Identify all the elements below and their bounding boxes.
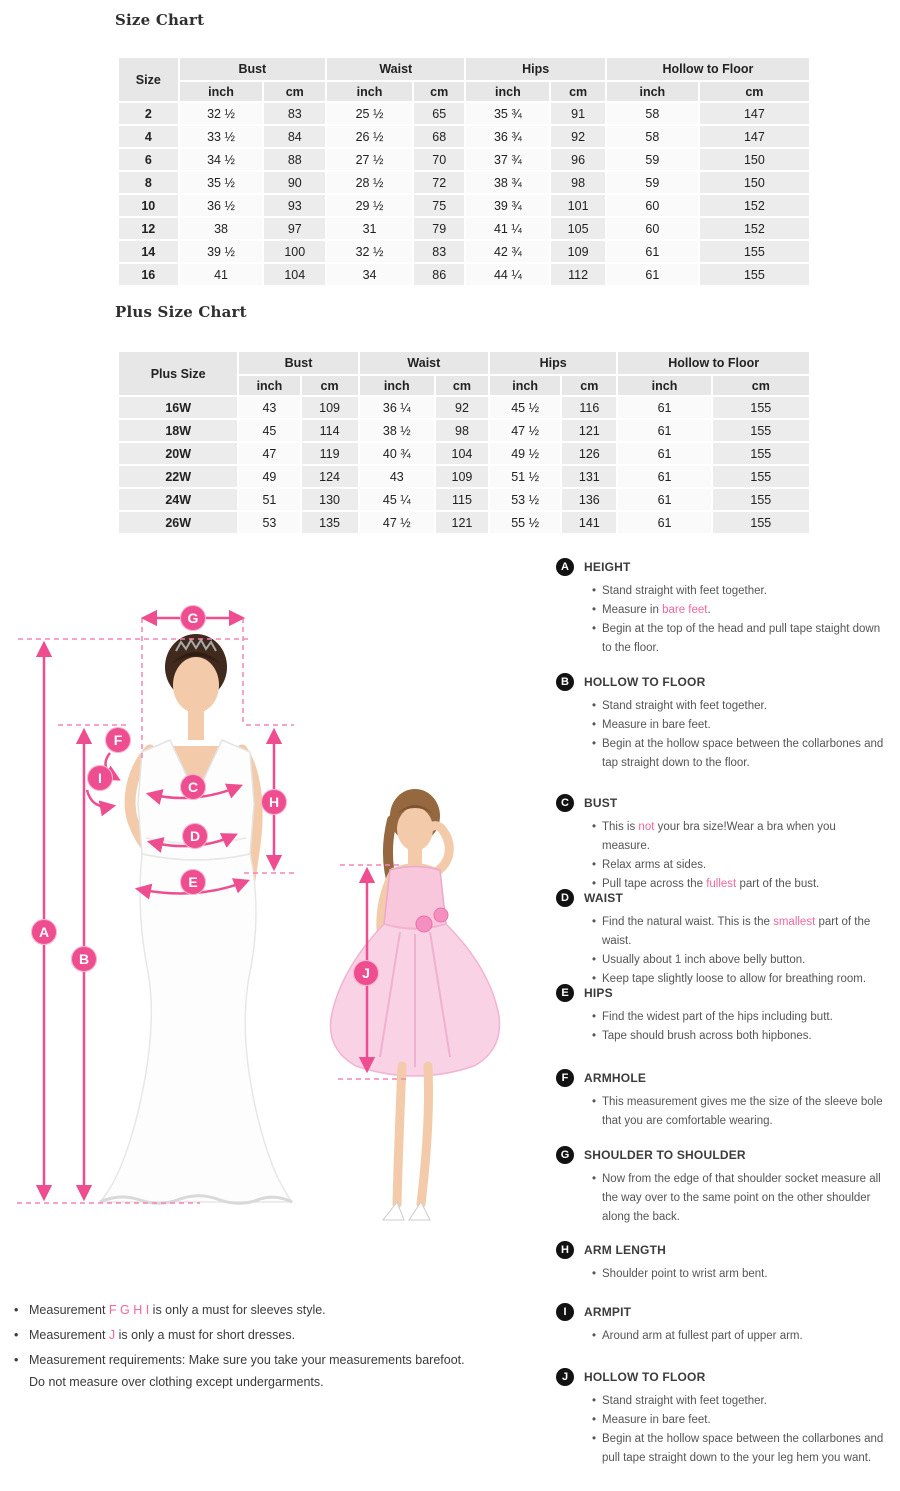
figure-marker-C: C bbox=[180, 774, 206, 800]
value-cell: 152 bbox=[700, 195, 809, 216]
bullet-text: your bra size!Wear a bra when you measure. bbox=[602, 821, 836, 852]
value-cell: 115 bbox=[436, 489, 488, 510]
value-cell: 44 ¼ bbox=[466, 264, 549, 285]
figure-marker-E: E bbox=[180, 869, 206, 895]
note-text: is only a must for sleeves style. bbox=[149, 1303, 326, 1317]
value-cell: 152 bbox=[700, 218, 809, 239]
guide-letter-badge: B bbox=[556, 673, 574, 691]
value-cell: 98 bbox=[436, 420, 488, 441]
value-cell: 58 bbox=[607, 103, 698, 124]
bullet-dot: • bbox=[592, 585, 597, 597]
size_chart-group-header: Waist bbox=[327, 58, 464, 80]
guide-section-C bbox=[556, 794, 886, 894]
measuring-guide bbox=[556, 0, 886, 1491]
guide-section-title: HEIGHT bbox=[584, 560, 631, 574]
value-cell: 32 ½ bbox=[180, 103, 263, 124]
guide-bullet bbox=[592, 582, 886, 601]
guide-section-title: ARMPIT bbox=[584, 1305, 632, 1319]
value-cell: 36 ¾ bbox=[466, 126, 549, 147]
guide-bullet bbox=[592, 1265, 886, 1284]
plus_size_chart-group-header: Waist bbox=[360, 352, 488, 374]
value-cell: 155 bbox=[713, 443, 809, 464]
bullet-text: Find the natural waist. This is the bbox=[602, 916, 774, 928]
measurement-diagram bbox=[0, 552, 555, 1292]
value-cell: 93 bbox=[264, 195, 325, 216]
plus_size_chart-group-header: Bust bbox=[239, 352, 357, 374]
value-cell: 59 bbox=[607, 172, 698, 193]
bullet-dot: • bbox=[592, 737, 597, 750]
value-cell: 60 bbox=[607, 195, 698, 216]
value-cell: 155 bbox=[713, 512, 809, 533]
value-cell: 51 bbox=[239, 489, 299, 510]
note-item bbox=[14, 1350, 466, 1394]
guide-bullet bbox=[592, 716, 886, 735]
figure-marker-H: H bbox=[261, 789, 287, 815]
bullet-text: Relax arms at sides. bbox=[602, 858, 707, 871]
bullet-text: Shoulder point to wrist arm bent. bbox=[602, 1268, 768, 1280]
guide-section-E bbox=[556, 984, 886, 1046]
guide-letter-badge: D bbox=[556, 889, 574, 907]
value-cell: 79 bbox=[414, 218, 465, 239]
value-cell: 29 ½ bbox=[327, 195, 412, 216]
guide-bullet bbox=[592, 1008, 886, 1027]
bullet-text: part of the waist. bbox=[602, 916, 871, 947]
value-cell: 105 bbox=[551, 218, 605, 239]
guide-section-title: SHOULDER TO SHOULDER bbox=[584, 1148, 746, 1162]
value-cell: 75 bbox=[414, 195, 465, 216]
model-photo-short-dress bbox=[331, 789, 500, 1220]
highlighted-text: bare feet bbox=[662, 603, 708, 616]
bullet-dot: • bbox=[592, 858, 597, 871]
size_chart-group-header: Hips bbox=[466, 58, 604, 80]
value-cell: 37 ¾ bbox=[466, 149, 549, 170]
value-cell: 96 bbox=[551, 149, 605, 170]
value-cell: 92 bbox=[551, 126, 605, 147]
value-cell: 109 bbox=[302, 397, 358, 418]
size-cell: 10 bbox=[119, 195, 178, 216]
size-cell: 16W bbox=[119, 397, 237, 418]
guide-bullet bbox=[592, 1392, 886, 1411]
armpit-arrow-I bbox=[87, 790, 113, 807]
value-cell: 36 ¼ bbox=[360, 397, 434, 418]
bullet-text: This measurement gives me the size of the sleeve bole that you are comfortable wearing. bbox=[602, 1096, 883, 1127]
bullet-text: Tape should brush across both hipbones. bbox=[602, 1029, 812, 1042]
bullet-text: Find the widest part of the hips including butt. bbox=[602, 1011, 833, 1023]
bullet-text: Measure in bare feet. bbox=[602, 1413, 711, 1426]
bullet-dot: • bbox=[592, 1011, 597, 1023]
value-cell: 39 ½ bbox=[180, 241, 263, 262]
guide-bullet bbox=[592, 818, 886, 856]
value-cell: 155 bbox=[700, 241, 809, 262]
size-cell: 12 bbox=[119, 218, 178, 239]
guide-letter-badge: H bbox=[556, 1241, 574, 1259]
value-cell: 88 bbox=[264, 149, 325, 170]
note-item bbox=[14, 1325, 466, 1347]
highlighted-text: smallest bbox=[773, 916, 816, 928]
guide-bullet bbox=[592, 601, 886, 620]
bullet-dot: • bbox=[592, 1432, 597, 1445]
guide-section-H bbox=[556, 1241, 886, 1284]
bullet-dot: • bbox=[14, 1352, 19, 1367]
value-cell: 42 ¾ bbox=[466, 241, 549, 262]
guide-section-title: ARMHOLE bbox=[584, 1071, 647, 1085]
guide-bullet bbox=[592, 1430, 886, 1468]
plus_size_chart-group-header: Hollow to Floor bbox=[618, 352, 809, 374]
value-cell: 109 bbox=[436, 466, 488, 487]
value-cell: 32 ½ bbox=[327, 241, 412, 262]
value-cell: 97 bbox=[264, 218, 325, 239]
guide-letter-badge: A bbox=[556, 558, 574, 576]
value-cell: 51 ½ bbox=[490, 466, 560, 487]
size-cell: 2 bbox=[119, 103, 178, 124]
value-cell: 135 bbox=[302, 512, 358, 533]
value-cell: 60 bbox=[607, 218, 698, 239]
value-cell: 31 bbox=[327, 218, 412, 239]
guide-bullet bbox=[592, 1170, 886, 1227]
size-cell: 26W bbox=[119, 512, 237, 533]
value-cell: 45 ¼ bbox=[360, 489, 434, 510]
value-cell: 91 bbox=[551, 103, 605, 124]
value-cell: 35 ½ bbox=[180, 172, 263, 193]
bullet-text: This is bbox=[602, 821, 639, 833]
guide-section-title: BUST bbox=[584, 796, 618, 810]
guide-letter-badge: F bbox=[556, 1069, 574, 1087]
plus-size-chart-title: Plus Size Chart bbox=[115, 303, 247, 321]
plus_size_chart-unit-header: inch bbox=[239, 376, 299, 395]
plus_size_chart-unit-header: inch bbox=[618, 376, 710, 395]
value-cell: 141 bbox=[562, 512, 616, 533]
value-cell: 61 bbox=[618, 397, 710, 418]
model-photo-long-dress bbox=[100, 634, 292, 1203]
value-cell: 72 bbox=[414, 172, 465, 193]
value-cell: 98 bbox=[551, 172, 605, 193]
note-text: Measurement requirements: Make sure you take your measurements barefoot. Do not measure over clothing except undergarments. bbox=[29, 1352, 465, 1389]
value-cell: 147 bbox=[700, 103, 809, 124]
bullet-dot: • bbox=[592, 972, 597, 985]
value-cell: 126 bbox=[562, 443, 616, 464]
guide-section-F bbox=[556, 1069, 886, 1131]
bullet-text: Around arm at fullest part of upper arm. bbox=[602, 1330, 803, 1342]
guide-bullet bbox=[592, 1327, 886, 1346]
size_chart-size-column-header: Size bbox=[119, 58, 178, 101]
size-cell: 4 bbox=[119, 126, 178, 147]
bullet-text: Begin at the top of the head and pull tape staight down to the floor. bbox=[602, 622, 881, 654]
value-cell: 61 bbox=[618, 466, 710, 487]
highlighted-text: not bbox=[638, 821, 655, 833]
bullet-dot: • bbox=[592, 718, 597, 731]
value-cell: 121 bbox=[562, 420, 616, 441]
guide-section-G bbox=[556, 1146, 886, 1227]
plus_size_chart-unit-header: cm bbox=[562, 376, 616, 395]
guide-letter-badge: G bbox=[556, 1146, 574, 1164]
size_chart-unit-header: cm bbox=[700, 82, 809, 101]
figure-marker-D: D bbox=[182, 823, 208, 849]
value-cell: 112 bbox=[551, 264, 605, 285]
figure-marker-I: I bbox=[87, 765, 113, 791]
plus_size_chart-unit-header: inch bbox=[360, 376, 434, 395]
value-cell: 131 bbox=[562, 466, 616, 487]
bullet-dot: • bbox=[592, 1029, 597, 1042]
size_chart-group-header: Bust bbox=[180, 58, 325, 80]
plus_size_chart-unit-header: inch bbox=[490, 376, 560, 395]
size-cell: 8 bbox=[119, 172, 178, 193]
value-cell: 43 bbox=[360, 466, 434, 487]
guide-bullet bbox=[592, 1093, 886, 1131]
bullet-dot: • bbox=[592, 953, 597, 966]
value-cell: 34 ½ bbox=[180, 149, 263, 170]
bullet-dot: • bbox=[14, 1303, 19, 1317]
value-cell: 119 bbox=[302, 443, 358, 464]
value-cell: 43 bbox=[239, 397, 299, 418]
value-cell: 58 bbox=[607, 126, 698, 147]
value-cell: 101 bbox=[551, 195, 605, 216]
guide-section-title: WAIST bbox=[584, 891, 623, 905]
size-chart-title: Size Chart bbox=[115, 11, 205, 29]
size_chart-unit-header: cm bbox=[264, 82, 325, 101]
value-cell: 83 bbox=[264, 103, 325, 124]
bullet-text: Begin at the hollow space between the collarbones and tap straight down to the floor. bbox=[602, 737, 884, 769]
value-cell: 83 bbox=[414, 241, 465, 262]
bullet-text: part of the bust. bbox=[736, 877, 820, 890]
bullet-dot: • bbox=[592, 1413, 597, 1426]
value-cell: 33 ½ bbox=[180, 126, 263, 147]
plus_size_chart-unit-header: cm bbox=[302, 376, 358, 395]
guide-letter-badge: C bbox=[556, 794, 574, 812]
value-cell: 47 bbox=[239, 443, 299, 464]
note-text: is only a must for short dresses. bbox=[115, 1327, 296, 1342]
value-cell: 35 ¾ bbox=[466, 103, 549, 124]
value-cell: 116 bbox=[562, 397, 616, 418]
value-cell: 45 ½ bbox=[490, 397, 560, 418]
bullet-dot: • bbox=[592, 821, 597, 833]
value-cell: 136 bbox=[562, 489, 616, 510]
size_chart-unit-header: cm bbox=[414, 82, 465, 101]
figure-marker-G: G bbox=[180, 605, 206, 631]
value-cell: 150 bbox=[700, 149, 809, 170]
value-cell: 114 bbox=[302, 420, 358, 441]
value-cell: 61 bbox=[618, 489, 710, 510]
size-cell: 22W bbox=[119, 466, 237, 487]
bullet-dot: • bbox=[592, 916, 597, 928]
value-cell: 47 ½ bbox=[490, 420, 560, 441]
size-cell: 16 bbox=[119, 264, 178, 285]
bullet-dot: • bbox=[592, 1268, 597, 1280]
value-cell: 61 bbox=[607, 241, 698, 262]
highlighted-text: J bbox=[108, 1327, 116, 1342]
bullet-text: Begin at the hollow space between the collarbones and pull tape straight down to the your leg hem you want. bbox=[602, 1432, 884, 1464]
value-cell: 49 ½ bbox=[490, 443, 560, 464]
guide-bullet bbox=[592, 735, 886, 773]
guide-section-B bbox=[556, 673, 886, 773]
bullet-dot: • bbox=[592, 603, 597, 616]
value-cell: 61 bbox=[607, 264, 698, 285]
guide-bullet bbox=[592, 1027, 886, 1046]
value-cell: 86 bbox=[414, 264, 465, 285]
bullet-text: Stand straight with feet together. bbox=[602, 585, 767, 597]
bullet-dot: • bbox=[592, 1330, 597, 1342]
bullet-dot: • bbox=[592, 877, 597, 890]
value-cell: 34 bbox=[327, 264, 412, 285]
bullet-dot: • bbox=[592, 700, 597, 712]
bullet-text: Now from the edge of that shoulder socket measure all the way over to the same point on the other shoulder along the back. bbox=[602, 1173, 881, 1223]
value-cell: 25 ½ bbox=[327, 103, 412, 124]
bullet-dot: • bbox=[592, 1173, 597, 1185]
bullet-text: Measure in bare feet. bbox=[602, 718, 711, 731]
size-cell: 24W bbox=[119, 489, 237, 510]
value-cell: 155 bbox=[713, 397, 809, 418]
guide-section-A bbox=[556, 558, 886, 658]
value-cell: 27 ½ bbox=[327, 149, 412, 170]
bullet-dot: • bbox=[592, 622, 597, 635]
value-cell: 49 bbox=[239, 466, 299, 487]
value-cell: 100 bbox=[264, 241, 325, 262]
size_chart-unit-header: inch bbox=[466, 82, 549, 101]
guide-section-title: HOLLOW TO FLOOR bbox=[584, 675, 706, 689]
guide-bullet bbox=[592, 913, 886, 951]
measurement-notes bbox=[14, 1300, 466, 1397]
value-cell: 38 ½ bbox=[360, 420, 434, 441]
plus_size_chart-unit-header: cm bbox=[713, 376, 809, 395]
guide-letter-badge: I bbox=[556, 1303, 574, 1321]
guide-section-title: HIPS bbox=[584, 986, 613, 1000]
value-cell: 41 bbox=[180, 264, 263, 285]
plus_size_chart-group-header: Hips bbox=[490, 352, 616, 374]
bullet-dot: • bbox=[14, 1327, 19, 1342]
value-cell: 68 bbox=[414, 126, 465, 147]
bullet-text: Keep tape slightly loose to allow for breathing room. bbox=[602, 972, 867, 985]
figure-marker-B: B bbox=[71, 946, 97, 972]
guide-bullet bbox=[592, 1411, 886, 1430]
value-cell: 28 ½ bbox=[327, 172, 412, 193]
value-cell: 40 ¾ bbox=[360, 443, 434, 464]
guide-letter-badge: E bbox=[556, 984, 574, 1002]
guide-bullet bbox=[592, 951, 886, 970]
value-cell: 147 bbox=[700, 126, 809, 147]
size_chart-unit-header: cm bbox=[551, 82, 605, 101]
bullet-dot: • bbox=[592, 1096, 597, 1108]
figure-marker-A: A bbox=[31, 919, 57, 945]
value-cell: 90 bbox=[264, 172, 325, 193]
value-cell: 155 bbox=[713, 466, 809, 487]
value-cell: 92 bbox=[436, 397, 488, 418]
value-cell: 104 bbox=[436, 443, 488, 464]
bullet-dot: • bbox=[592, 1395, 597, 1407]
value-cell: 104 bbox=[264, 264, 325, 285]
value-cell: 41 ¼ bbox=[466, 218, 549, 239]
value-cell: 26 ½ bbox=[327, 126, 412, 147]
value-cell: 150 bbox=[700, 172, 809, 193]
size-cell: 6 bbox=[119, 149, 178, 170]
value-cell: 155 bbox=[700, 264, 809, 285]
highlighted-text: fullest bbox=[706, 877, 737, 890]
bullet-text: Stand straight with feet together. bbox=[602, 700, 767, 712]
size_chart-unit-header: inch bbox=[327, 82, 412, 101]
value-cell: 61 bbox=[618, 443, 710, 464]
value-cell: 155 bbox=[713, 489, 809, 510]
value-cell: 121 bbox=[436, 512, 488, 533]
value-cell: 84 bbox=[264, 126, 325, 147]
size-cell: 14 bbox=[119, 241, 178, 262]
value-cell: 61 bbox=[618, 420, 710, 441]
value-cell: 45 bbox=[239, 420, 299, 441]
guide-section-D bbox=[556, 889, 886, 989]
measurement-diagram-svg bbox=[0, 552, 555, 1292]
note-text: Measurement bbox=[29, 1303, 109, 1317]
guide-letter-badge: J bbox=[556, 1368, 574, 1386]
guide-bullet bbox=[592, 697, 886, 716]
value-cell: 59 bbox=[607, 149, 698, 170]
bullet-text: Pull tape across the bbox=[602, 877, 707, 890]
note-text: Measurement bbox=[29, 1327, 109, 1342]
guide-section-title: ARM LENGTH bbox=[584, 1243, 666, 1257]
value-cell: 47 ½ bbox=[360, 512, 434, 533]
value-cell: 38 bbox=[180, 218, 263, 239]
guide-section-J bbox=[556, 1368, 886, 1468]
highlighted-text: F G H I bbox=[108, 1303, 150, 1317]
value-cell: 124 bbox=[302, 466, 358, 487]
value-cell: 53 bbox=[239, 512, 299, 533]
value-cell: 38 ¾ bbox=[466, 172, 549, 193]
value-cell: 109 bbox=[551, 241, 605, 262]
size-cell: 18W bbox=[119, 420, 237, 441]
value-cell: 155 bbox=[713, 420, 809, 441]
value-cell: 53 ½ bbox=[490, 489, 560, 510]
value-cell: 65 bbox=[414, 103, 465, 124]
value-cell: 70 bbox=[414, 149, 465, 170]
bullet-text: . bbox=[707, 603, 711, 616]
guide-bullet bbox=[592, 856, 886, 875]
value-cell: 55 ½ bbox=[490, 512, 560, 533]
guide-section-title: HOLLOW TO FLOOR bbox=[584, 1370, 706, 1384]
figure-marker-J: J bbox=[353, 960, 379, 986]
size_chart-group-header: Hollow to Floor bbox=[607, 58, 809, 80]
guide-bullet bbox=[592, 620, 886, 658]
figure-marker-F: F bbox=[105, 727, 131, 753]
plus_size_chart-size-column-header: Plus Size bbox=[119, 352, 237, 395]
bullet-text: Usually about 1 inch above belly button. bbox=[602, 953, 806, 966]
size_chart-unit-header: inch bbox=[607, 82, 698, 101]
size-cell: 20W bbox=[119, 443, 237, 464]
note-item bbox=[14, 1300, 466, 1322]
value-cell: 39 ¾ bbox=[466, 195, 549, 216]
value-cell: 61 bbox=[618, 512, 710, 533]
plus_size_chart-unit-header: cm bbox=[436, 376, 488, 395]
bullet-text: Measure in bbox=[602, 603, 663, 616]
value-cell: 130 bbox=[302, 489, 358, 510]
size_chart-unit-header: inch bbox=[180, 82, 263, 101]
guide-section-I bbox=[556, 1303, 886, 1346]
bullet-text: Stand straight with feet together. bbox=[602, 1395, 767, 1407]
value-cell: 36 ½ bbox=[180, 195, 263, 216]
